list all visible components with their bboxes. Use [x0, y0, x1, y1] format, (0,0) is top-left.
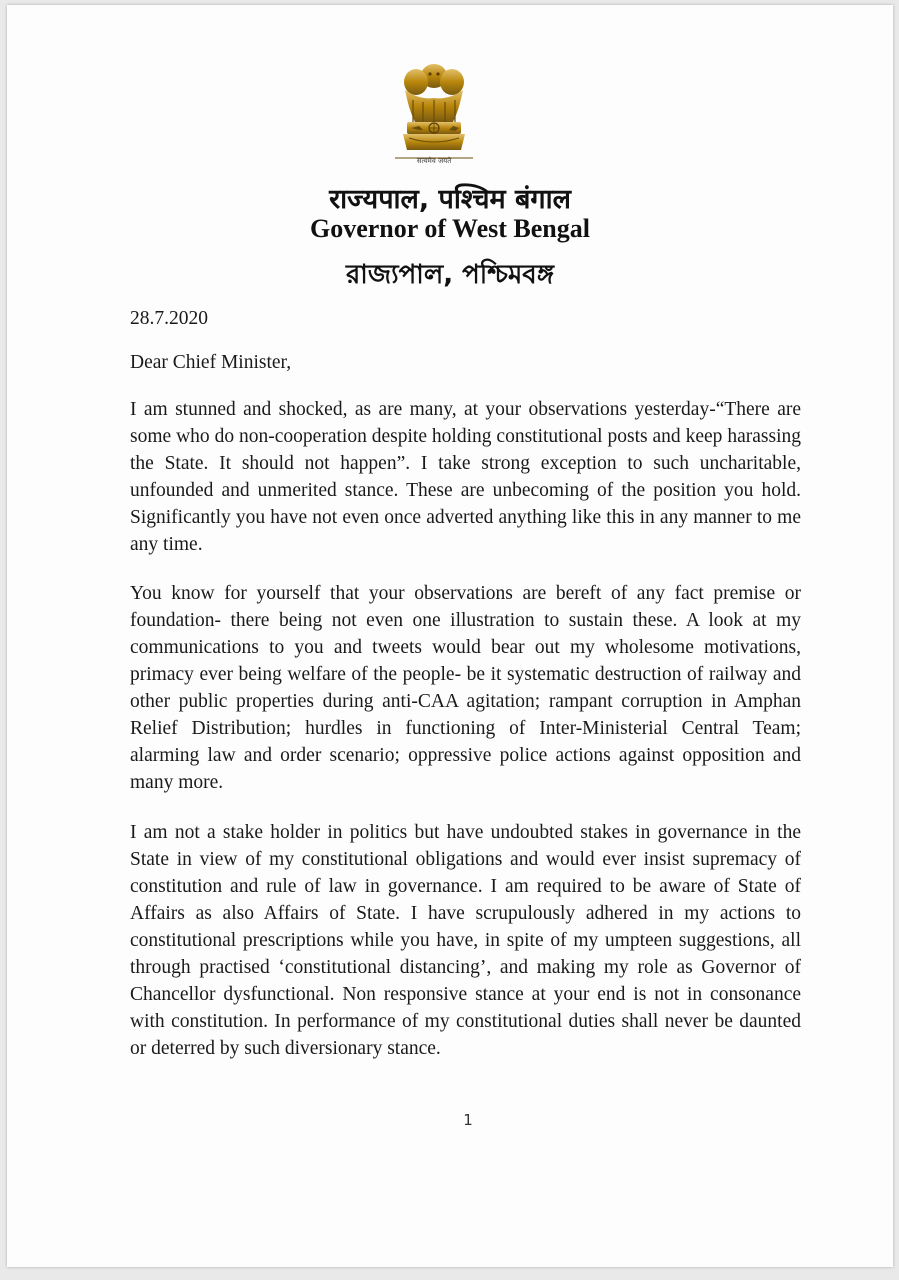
- page-number: 1: [463, 1111, 473, 1129]
- letter-paragraph-3: I am not a stake holder in politics but have undoubted stakes in governance in the State in view of my constitutional obligations and would ever insist supremacy of constitution and rule of law in governance. I am required to be aware of State of Affairs as also Affairs of State. I have scrupulously adhered in my actions to constitutional prescriptions while you have, in spite of my umpteen suggestions, all through practised ‘constitutional distancing’, and making my role as Governor of Chancellor dysfunctional. Non responsive stance at your end is not in consonance with constitution. In performance of my constitutional duties shall never be daunted or deterred by such diversionary stance.: [130, 822, 801, 1059]
- letter-salutation: Dear Chief Minister,: [130, 352, 292, 373]
- letterhead-bengali: রাজ্যপাল, পশ্চিমবঙ্গ: [346, 260, 554, 290]
- emblem-motto: सत्यमेव जयते: [416, 157, 452, 165]
- letter-paragraph-2: You know for yourself that your observations are bereft of any fact premise or foundation- there being not even one illustration to sustain these. A look at my communications to you and tweets would bear out my wholesome motivations, primacy ever being welfare of the people- be it systematic destruction of railway and other public properties during anti-CAA agitation; rampant corruption in Amphan Relief Distribution; hurdles in functioning of Inter-Ministerial Central Team; alarming law and order scenario; oppressive police actions against opposition and many more.: [130, 583, 801, 793]
- national-emblem-icon: [389, 60, 479, 172]
- letter-paragraph-1: I am stunned and shocked, as are many, at your observations yesterday-“There are some who do non-cooperation despite holding constitutional posts and keep harassing the State. It should not happen”. I take strong exception to such uncharitable, unfounded and unmerited stance. These are unbecoming of the position you hold. Significantly you have not even once adverted anything like this in any manner to me any time.: [130, 399, 801, 555]
- letterhead-hindi: राज्यपाल, पश्चिम बंगाल: [329, 184, 571, 215]
- letter-date: 28.7.2020: [130, 308, 208, 329]
- letterhead-english: Governor of West Bengal: [310, 214, 590, 243]
- letter-page: [7, 5, 893, 1267]
